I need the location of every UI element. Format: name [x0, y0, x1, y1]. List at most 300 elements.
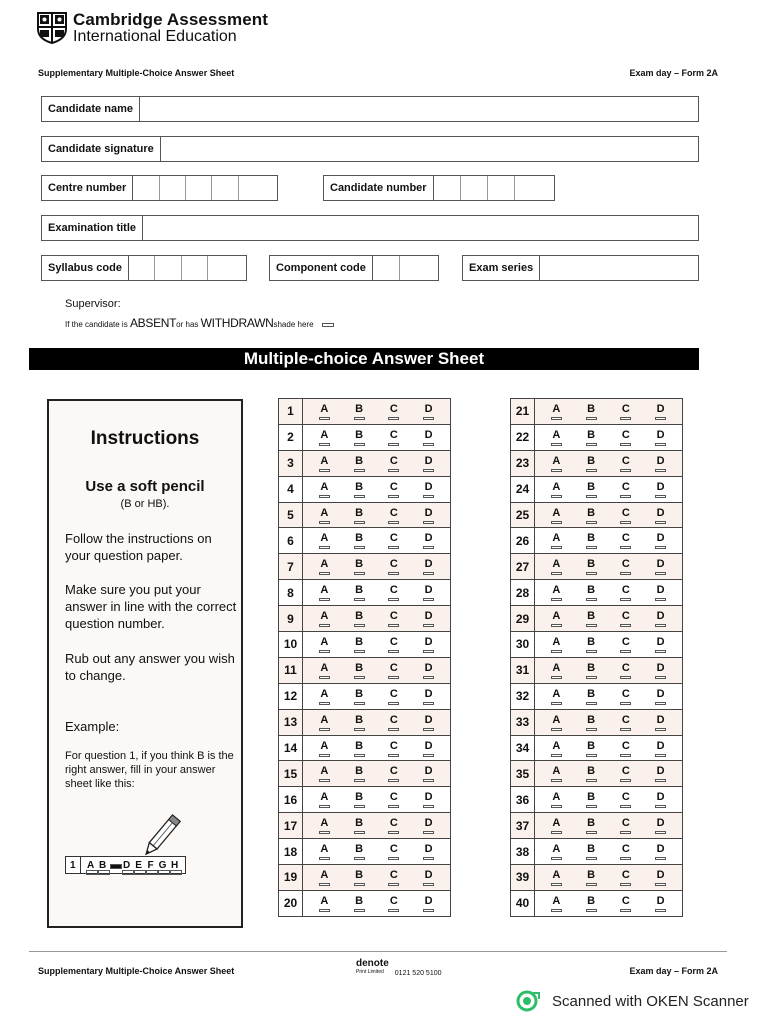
answer-lozenge[interactable]	[354, 417, 365, 420]
answer-option-c[interactable]	[616, 787, 636, 812]
answer-option-c[interactable]	[384, 891, 404, 916]
answer-lozenge[interactable]	[354, 624, 365, 627]
digit-cell[interactable]	[400, 256, 438, 280]
answer-option-a[interactable]	[314, 865, 334, 890]
answer-option-a[interactable]	[314, 736, 334, 761]
answer-option-a[interactable]	[546, 891, 566, 916]
answer-option-b[interactable]	[349, 632, 369, 657]
answer-lozenge[interactable]	[354, 883, 365, 886]
answer-option-b[interactable]	[349, 865, 369, 890]
candidate-number-field[interactable]	[323, 175, 555, 201]
answer-lozenge[interactable]	[655, 779, 666, 782]
answer-lozenge[interactable]	[551, 572, 562, 575]
answer-lozenge[interactable]	[620, 728, 631, 731]
answer-lozenge[interactable]	[354, 469, 365, 472]
answer-lozenge[interactable]	[423, 857, 434, 860]
answer-lozenge[interactable]	[354, 443, 365, 446]
answer-lozenge[interactable]	[388, 495, 399, 498]
answer-option-d[interactable]	[419, 865, 439, 890]
answer-option-a[interactable]	[314, 451, 334, 476]
answer-lozenge[interactable]	[388, 805, 399, 808]
component-code-field[interactable]	[269, 255, 439, 281]
answer-option-a[interactable]	[546, 451, 566, 476]
answer-option-c[interactable]	[384, 787, 404, 812]
answer-option-a[interactable]	[314, 399, 334, 424]
answer-option-a[interactable]	[314, 761, 334, 786]
answer-option-b[interactable]	[581, 839, 601, 864]
answer-lozenge[interactable]	[655, 521, 666, 524]
digit-cell[interactable]	[160, 176, 186, 200]
answer-option-d[interactable]	[651, 761, 671, 786]
answer-option-c[interactable]	[384, 425, 404, 450]
answer-option-d[interactable]	[651, 606, 671, 631]
answer-option-d[interactable]	[651, 891, 671, 916]
answer-lozenge[interactable]	[586, 857, 597, 860]
answer-lozenge[interactable]	[620, 495, 631, 498]
answer-option-c[interactable]	[616, 658, 636, 683]
answer-lozenge[interactable]	[586, 883, 597, 886]
answer-lozenge[interactable]	[319, 728, 330, 731]
answer-option-b[interactable]	[581, 606, 601, 631]
answer-option-a[interactable]	[314, 477, 334, 502]
answer-option-b[interactable]	[581, 736, 601, 761]
answer-option-d[interactable]	[419, 451, 439, 476]
answer-lozenge[interactable]	[388, 857, 399, 860]
answer-lozenge[interactable]	[354, 702, 365, 705]
answer-lozenge[interactable]	[620, 676, 631, 679]
answer-option-d[interactable]	[651, 710, 671, 735]
answer-option-b[interactable]	[349, 606, 369, 631]
answer-lozenge[interactable]	[423, 624, 434, 627]
answer-option-a[interactable]	[314, 839, 334, 864]
answer-option-b[interactable]	[349, 787, 369, 812]
answer-lozenge[interactable]	[655, 650, 666, 653]
answer-lozenge[interactable]	[620, 443, 631, 446]
answer-lozenge[interactable]	[551, 676, 562, 679]
answer-option-b[interactable]	[349, 891, 369, 916]
answer-lozenge[interactable]	[620, 546, 631, 549]
answer-lozenge[interactable]	[620, 754, 631, 757]
answer-lozenge[interactable]	[388, 909, 399, 912]
answer-lozenge[interactable]	[655, 728, 666, 731]
answer-option-b[interactable]	[581, 813, 601, 838]
answer-option-a[interactable]	[546, 580, 566, 605]
answer-option-a[interactable]	[546, 606, 566, 631]
answer-lozenge[interactable]	[319, 857, 330, 860]
answer-option-b[interactable]	[349, 425, 369, 450]
answer-lozenge[interactable]	[655, 572, 666, 575]
answer-lozenge[interactable]	[620, 650, 631, 653]
answer-option-c[interactable]	[384, 658, 404, 683]
answer-option-a[interactable]	[314, 684, 334, 709]
answer-option-a[interactable]	[546, 787, 566, 812]
examination-title-input[interactable]	[143, 216, 698, 240]
answer-option-c[interactable]	[384, 632, 404, 657]
answer-option-a[interactable]	[546, 839, 566, 864]
answer-option-b[interactable]	[581, 425, 601, 450]
answer-lozenge[interactable]	[586, 495, 597, 498]
answer-option-d[interactable]	[419, 787, 439, 812]
answer-lozenge[interactable]	[354, 495, 365, 498]
answer-lozenge[interactable]	[388, 831, 399, 834]
answer-option-c[interactable]	[384, 451, 404, 476]
answer-lozenge[interactable]	[319, 469, 330, 472]
answer-lozenge[interactable]	[586, 831, 597, 834]
answer-lozenge[interactable]	[319, 676, 330, 679]
answer-option-b[interactable]	[581, 554, 601, 579]
answer-option-b[interactable]	[581, 451, 601, 476]
answer-lozenge[interactable]	[620, 831, 631, 834]
answer-option-b[interactable]	[349, 761, 369, 786]
answer-lozenge[interactable]	[586, 754, 597, 757]
exam-series-input[interactable]	[540, 256, 698, 280]
answer-option-c[interactable]	[384, 528, 404, 553]
answer-lozenge[interactable]	[423, 805, 434, 808]
answer-lozenge[interactable]	[388, 546, 399, 549]
answer-option-d[interactable]	[419, 425, 439, 450]
answer-lozenge[interactable]	[354, 676, 365, 679]
answer-option-d[interactable]	[419, 632, 439, 657]
answer-option-b[interactable]	[581, 761, 601, 786]
answer-lozenge[interactable]	[319, 779, 330, 782]
answer-lozenge[interactable]	[655, 546, 666, 549]
answer-lozenge[interactable]	[354, 728, 365, 731]
answer-lozenge[interactable]	[655, 417, 666, 420]
answer-lozenge[interactable]	[354, 805, 365, 808]
answer-lozenge[interactable]	[319, 831, 330, 834]
answer-lozenge[interactable]	[586, 443, 597, 446]
answer-option-d[interactable]	[651, 425, 671, 450]
answer-option-c[interactable]	[616, 865, 636, 890]
answer-option-b[interactable]	[349, 580, 369, 605]
answer-lozenge[interactable]	[586, 650, 597, 653]
digit-cell[interactable]	[239, 176, 277, 200]
answer-option-d[interactable]	[419, 503, 439, 528]
answer-option-a[interactable]	[546, 399, 566, 424]
answer-option-b[interactable]	[581, 787, 601, 812]
answer-option-a[interactable]	[546, 865, 566, 890]
answer-option-b[interactable]	[349, 503, 369, 528]
digit-cell[interactable]	[182, 256, 208, 280]
answer-option-d[interactable]	[419, 761, 439, 786]
answer-option-a[interactable]	[314, 658, 334, 683]
answer-option-a[interactable]	[546, 528, 566, 553]
answer-lozenge[interactable]	[620, 624, 631, 627]
answer-lozenge[interactable]	[354, 909, 365, 912]
answer-option-d[interactable]	[651, 399, 671, 424]
answer-option-a[interactable]	[546, 658, 566, 683]
answer-lozenge[interactable]	[319, 650, 330, 653]
answer-option-b[interactable]	[581, 477, 601, 502]
answer-option-c[interactable]	[384, 865, 404, 890]
answer-option-a[interactable]	[314, 891, 334, 916]
answer-option-c[interactable]	[616, 839, 636, 864]
exam-series-field[interactable]	[462, 255, 699, 281]
answer-option-d[interactable]	[419, 554, 439, 579]
digit-cell[interactable]	[488, 176, 515, 200]
answer-lozenge[interactable]	[388, 598, 399, 601]
answer-option-a[interactable]	[314, 554, 334, 579]
examination-title-field[interactable]	[41, 215, 699, 241]
answer-option-c[interactable]	[384, 813, 404, 838]
answer-option-c[interactable]	[616, 606, 636, 631]
answer-lozenge[interactable]	[354, 857, 365, 860]
answer-lozenge[interactable]	[354, 598, 365, 601]
answer-lozenge[interactable]	[319, 521, 330, 524]
answer-lozenge[interactable]	[423, 754, 434, 757]
answer-lozenge[interactable]	[423, 469, 434, 472]
answer-option-d[interactable]	[419, 658, 439, 683]
answer-lozenge[interactable]	[620, 805, 631, 808]
answer-option-d[interactable]	[419, 528, 439, 553]
answer-option-d[interactable]	[651, 813, 671, 838]
answer-option-b[interactable]	[349, 684, 369, 709]
answer-option-d[interactable]	[419, 813, 439, 838]
answer-lozenge[interactable]	[551, 624, 562, 627]
answer-lozenge[interactable]	[423, 417, 434, 420]
answer-option-a[interactable]	[314, 528, 334, 553]
answer-lozenge[interactable]	[388, 417, 399, 420]
answer-lozenge[interactable]	[655, 676, 666, 679]
answer-option-d[interactable]	[651, 451, 671, 476]
answer-lozenge[interactable]	[655, 598, 666, 601]
answer-option-c[interactable]	[616, 710, 636, 735]
answer-lozenge[interactable]	[620, 702, 631, 705]
answer-lozenge[interactable]	[319, 883, 330, 886]
answer-option-c[interactable]	[616, 399, 636, 424]
answer-option-d[interactable]	[651, 787, 671, 812]
answer-option-b[interactable]	[349, 399, 369, 424]
answer-lozenge[interactable]	[423, 443, 434, 446]
answer-lozenge[interactable]	[551, 417, 562, 420]
answer-lozenge[interactable]	[319, 443, 330, 446]
answer-option-d[interactable]	[651, 554, 671, 579]
answer-lozenge[interactable]	[620, 521, 631, 524]
answer-option-c[interactable]	[384, 710, 404, 735]
answer-lozenge[interactable]	[319, 417, 330, 420]
answer-lozenge[interactable]	[551, 831, 562, 834]
answer-option-a[interactable]	[546, 710, 566, 735]
answer-option-b[interactable]	[349, 736, 369, 761]
answer-option-a[interactable]	[314, 787, 334, 812]
answer-lozenge[interactable]	[423, 572, 434, 575]
answer-lozenge[interactable]	[655, 883, 666, 886]
answer-option-c[interactable]	[384, 580, 404, 605]
answer-lozenge[interactable]	[423, 546, 434, 549]
answer-option-a[interactable]	[314, 503, 334, 528]
answer-option-b[interactable]	[349, 451, 369, 476]
answer-lozenge[interactable]	[319, 702, 330, 705]
answer-lozenge[interactable]	[586, 598, 597, 601]
answer-lozenge[interactable]	[354, 546, 365, 549]
answer-lozenge[interactable]	[620, 417, 631, 420]
answer-lozenge[interactable]	[423, 702, 434, 705]
answer-option-a[interactable]	[546, 632, 566, 657]
answer-lozenge[interactable]	[551, 728, 562, 731]
answer-option-b[interactable]	[349, 554, 369, 579]
answer-option-a[interactable]	[546, 554, 566, 579]
answer-option-d[interactable]	[651, 580, 671, 605]
answer-lozenge[interactable]	[620, 598, 631, 601]
answer-option-c[interactable]	[616, 477, 636, 502]
answer-option-d[interactable]	[419, 399, 439, 424]
answer-lozenge[interactable]	[388, 883, 399, 886]
answer-option-d[interactable]	[419, 477, 439, 502]
answer-option-c[interactable]	[616, 528, 636, 553]
answer-option-b[interactable]	[581, 891, 601, 916]
answer-lozenge[interactable]	[551, 521, 562, 524]
digit-cell[interactable]	[434, 176, 461, 200]
answer-option-a[interactable]	[546, 684, 566, 709]
answer-option-b[interactable]	[581, 658, 601, 683]
digit-cell[interactable]	[155, 256, 182, 280]
answer-lozenge[interactable]	[620, 909, 631, 912]
answer-option-d[interactable]	[651, 503, 671, 528]
answer-option-b[interactable]	[581, 528, 601, 553]
answer-lozenge[interactable]	[354, 779, 365, 782]
answer-option-b[interactable]	[581, 580, 601, 605]
answer-lozenge[interactable]	[551, 650, 562, 653]
answer-option-c[interactable]	[384, 477, 404, 502]
answer-option-d[interactable]	[651, 528, 671, 553]
answer-option-b[interactable]	[581, 399, 601, 424]
answer-lozenge[interactable]	[586, 909, 597, 912]
answer-option-a[interactable]	[314, 425, 334, 450]
answer-option-d[interactable]	[419, 891, 439, 916]
answer-lozenge[interactable]	[423, 728, 434, 731]
answer-option-c[interactable]	[616, 813, 636, 838]
digit-cell[interactable]	[515, 176, 554, 200]
answer-lozenge[interactable]	[388, 572, 399, 575]
digit-cell[interactable]	[373, 256, 400, 280]
answer-option-d[interactable]	[419, 606, 439, 631]
answer-option-d[interactable]	[419, 736, 439, 761]
answer-lozenge[interactable]	[319, 546, 330, 549]
answer-option-d[interactable]	[651, 736, 671, 761]
answer-option-c[interactable]	[616, 684, 636, 709]
answer-lozenge[interactable]	[586, 572, 597, 575]
absent-shade-box[interactable]	[322, 323, 334, 327]
answer-option-b[interactable]	[349, 528, 369, 553]
answer-lozenge[interactable]	[586, 676, 597, 679]
digit-cell[interactable]	[212, 176, 239, 200]
answer-option-c[interactable]	[384, 606, 404, 631]
answer-lozenge[interactable]	[319, 572, 330, 575]
answer-option-d[interactable]	[651, 632, 671, 657]
answer-lozenge[interactable]	[319, 805, 330, 808]
answer-option-a[interactable]	[546, 425, 566, 450]
digit-cell[interactable]	[186, 176, 212, 200]
answer-lozenge[interactable]	[551, 598, 562, 601]
answer-option-a[interactable]	[546, 761, 566, 786]
answer-option-b[interactable]	[581, 632, 601, 657]
answer-option-a[interactable]	[314, 580, 334, 605]
answer-option-a[interactable]	[546, 503, 566, 528]
answer-lozenge[interactable]	[388, 624, 399, 627]
answer-option-c[interactable]	[384, 839, 404, 864]
answer-option-d[interactable]	[419, 710, 439, 735]
digit-cell[interactable]	[133, 176, 160, 200]
answer-lozenge[interactable]	[388, 443, 399, 446]
answer-lozenge[interactable]	[586, 779, 597, 782]
answer-option-b[interactable]	[349, 813, 369, 838]
answer-lozenge[interactable]	[551, 546, 562, 549]
answer-lozenge[interactable]	[423, 495, 434, 498]
answer-lozenge[interactable]	[354, 521, 365, 524]
answer-option-d[interactable]	[651, 684, 671, 709]
candidate-name-field[interactable]	[41, 96, 699, 122]
answer-lozenge[interactable]	[551, 779, 562, 782]
answer-lozenge[interactable]	[620, 779, 631, 782]
answer-lozenge[interactable]	[551, 857, 562, 860]
answer-option-a[interactable]	[314, 606, 334, 631]
digit-cell[interactable]	[208, 256, 246, 280]
answer-option-b[interactable]	[581, 684, 601, 709]
answer-lozenge[interactable]	[551, 805, 562, 808]
answer-option-b[interactable]	[349, 658, 369, 683]
answer-option-a[interactable]	[546, 736, 566, 761]
answer-option-c[interactable]	[384, 503, 404, 528]
answer-option-c[interactable]	[384, 399, 404, 424]
digit-cell[interactable]	[129, 256, 155, 280]
answer-lozenge[interactable]	[586, 546, 597, 549]
answer-option-c[interactable]	[616, 761, 636, 786]
answer-lozenge[interactable]	[319, 495, 330, 498]
answer-option-c[interactable]	[616, 632, 636, 657]
answer-lozenge[interactable]	[551, 443, 562, 446]
answer-lozenge[interactable]	[655, 805, 666, 808]
answer-lozenge[interactable]	[388, 754, 399, 757]
answer-option-c[interactable]	[616, 503, 636, 528]
answer-lozenge[interactable]	[354, 650, 365, 653]
answer-lozenge[interactable]	[423, 598, 434, 601]
answer-lozenge[interactable]	[586, 417, 597, 420]
answer-option-c[interactable]	[384, 684, 404, 709]
candidate-signature-input[interactable]	[161, 137, 698, 161]
answer-lozenge[interactable]	[655, 909, 666, 912]
answer-lozenge[interactable]	[423, 521, 434, 524]
answer-lozenge[interactable]	[423, 779, 434, 782]
answer-option-a[interactable]	[314, 632, 334, 657]
answer-option-b[interactable]	[349, 839, 369, 864]
answer-lozenge[interactable]	[551, 883, 562, 886]
answer-lozenge[interactable]	[354, 831, 365, 834]
answer-option-b[interactable]	[349, 710, 369, 735]
answer-option-c[interactable]	[616, 580, 636, 605]
candidate-name-input[interactable]	[140, 97, 698, 121]
answer-lozenge[interactable]	[655, 831, 666, 834]
answer-lozenge[interactable]	[388, 676, 399, 679]
answer-option-b[interactable]	[581, 503, 601, 528]
answer-lozenge[interactable]	[655, 702, 666, 705]
answer-option-c[interactable]	[616, 736, 636, 761]
answer-lozenge[interactable]	[423, 831, 434, 834]
answer-option-c[interactable]	[384, 736, 404, 761]
answer-lozenge[interactable]	[388, 779, 399, 782]
answer-lozenge[interactable]	[551, 754, 562, 757]
answer-option-d[interactable]	[419, 580, 439, 605]
syllabus-code-field[interactable]	[41, 255, 247, 281]
answer-option-a[interactable]	[546, 477, 566, 502]
answer-option-d[interactable]	[651, 658, 671, 683]
answer-lozenge[interactable]	[319, 598, 330, 601]
answer-lozenge[interactable]	[620, 857, 631, 860]
answer-option-d[interactable]	[651, 477, 671, 502]
answer-lozenge[interactable]	[388, 650, 399, 653]
answer-option-d[interactable]	[651, 865, 671, 890]
centre-number-field[interactable]	[41, 175, 278, 201]
answer-lozenge[interactable]	[551, 702, 562, 705]
